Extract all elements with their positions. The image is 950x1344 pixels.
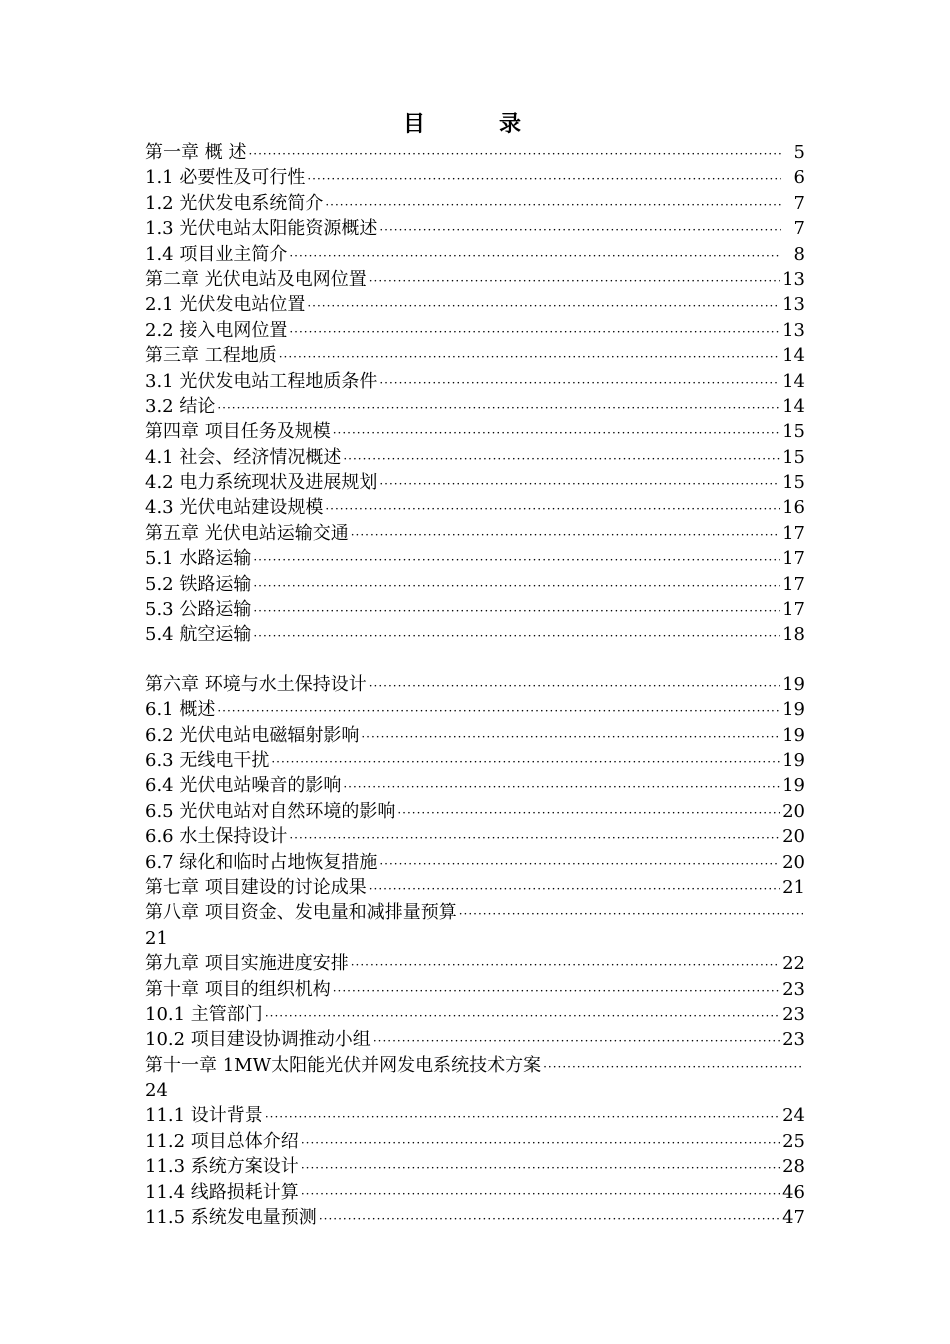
toc-leader-dots (253, 599, 780, 622)
toc-entry-label: 5.1 水路运输 (145, 548, 252, 570)
toc-entry-2[interactable] (145, 267, 805, 292)
toc-entry-label: 第一章 概 述 (145, 142, 247, 163)
toc-leader-dots (379, 472, 780, 495)
toc-entry-page: 6 (793, 167, 805, 189)
toc-entry-page: 21 (782, 876, 805, 898)
toc-entry-label: 5.3 公路运输 (145, 599, 252, 621)
toc-title: 目 录 (402, 112, 547, 137)
toc-entry-label: 第七章 项目建设的讨论成果 (145, 876, 367, 898)
toc-entry-label: 6.5 光伏电站对自然环境的影响 (145, 800, 396, 822)
toc-leader-dots (265, 1004, 780, 1027)
toc-entry-page: 18 (782, 624, 805, 646)
toc-entry-page: 19 (782, 673, 805, 695)
toc-entry-label: 第五章 光伏电站运输交通 (145, 522, 349, 544)
toc-entry-page: 5 (793, 142, 805, 163)
toc-entry-page: 13 (782, 268, 805, 290)
toc-leader-dots (217, 699, 780, 722)
toc-entry-page: 25 (782, 1130, 805, 1152)
toc-entry-10[interactable] (145, 977, 805, 1002)
toc-entry-page: 19 (782, 724, 805, 746)
toc-entry-label: 第十一章 1MW太阳能光伏并网发电系统技术方案 (145, 1054, 542, 1076)
toc-entry-label: 11.3 系统方案设计 (145, 1156, 299, 1178)
toc-entry-page: 20 (782, 851, 805, 873)
toc-entry-label: 第十章 项目的组织机构 (145, 978, 331, 1000)
toc-entry-page: 8 (793, 243, 805, 265)
toc-entry-label: 4.1 社会、经济情况概述 (145, 446, 342, 468)
toc-leader-dots (301, 1156, 780, 1179)
toc-leader-dots (373, 1029, 780, 1052)
toc-entry-page: 20 (782, 800, 805, 822)
toc-leader-dots (217, 396, 780, 419)
toc-entry-5-3[interactable] (145, 597, 805, 622)
toc-entry-label: 11.2 项目总体介绍 (145, 1130, 299, 1152)
toc-entry-4-1[interactable] (145, 445, 805, 470)
toc-entry-label: 第二章 光伏电站及电网位置 (145, 268, 367, 290)
toc-entry-1-1[interactable] (145, 165, 805, 190)
toc-entry-2-2[interactable] (145, 318, 805, 343)
toc-entry-11[interactable] (145, 1053, 805, 1104)
toc-entry-label: 1.2 光伏发电系统简介 (145, 192, 324, 214)
toc-entry-label: 4.3 光伏电站建设规模 (145, 497, 324, 519)
toc-entry-page: 19 (782, 775, 805, 797)
toc-entry-label: 11.4 线路损耗计算 (145, 1181, 299, 1203)
toc-entry-page: 23 (782, 1003, 805, 1025)
toc-entry-page: 16 (782, 497, 805, 519)
toc-leader-dots (333, 421, 780, 444)
toc-entry-6-4[interactable] (145, 773, 805, 798)
toc-entry-page: 15 (782, 421, 805, 443)
toc-entry-page: 46 (782, 1181, 805, 1203)
toc-entry-page: 17 (782, 599, 805, 621)
toc-leader-dots (271, 750, 780, 773)
toc-entry-7[interactable] (145, 875, 805, 900)
toc-leader-dots (397, 801, 780, 824)
toc-entry-page: 20 (782, 826, 805, 848)
toc-entry-1[interactable] (145, 140, 805, 165)
toc-entry-label: 第三章 工程地质 (145, 345, 277, 367)
toc-leader-dots (351, 953, 780, 976)
toc-leader-dots (253, 574, 780, 597)
toc-entry-11-4[interactable] (145, 1180, 805, 1205)
toc-entry-page: 23 (782, 1029, 805, 1051)
toc-leader-dots (289, 244, 781, 267)
toc-entry-page: 15 (782, 472, 805, 494)
toc-leader-dots (265, 1105, 780, 1128)
toc-entry-label: 第四章 项目任务及规模 (145, 421, 331, 443)
toc-entry-label: 2.1 光伏发电站位置 (145, 294, 306, 316)
toc-entry-8[interactable] (145, 900, 805, 951)
toc-entry-page: 13 (782, 294, 805, 316)
toc-entry-page: 17 (782, 548, 805, 570)
toc-entry-page: 7 (793, 192, 805, 214)
toc-leader-dots (253, 548, 780, 571)
toc-leader-dots (369, 269, 780, 292)
toc-entry-label: 1.4 项目业主简介 (145, 243, 288, 265)
toc-entry-page: 14 (782, 395, 805, 417)
toc-entry-6-6[interactable] (145, 824, 805, 849)
toc-entry-page: 22 (782, 953, 805, 975)
toc-entry-label: 3.2 结论 (145, 395, 216, 417)
toc-entry-page: 19 (782, 699, 805, 721)
toc-leader-dots (343, 447, 780, 470)
toc-entry-5-1[interactable] (145, 546, 805, 571)
toc-entry-label: 1.3 光伏电站太阳能资源概述 (145, 218, 378, 240)
toc-entry-6-1[interactable] (145, 697, 805, 722)
toc-entry-page: 17 (782, 573, 805, 595)
toc-leader-dots (248, 142, 781, 165)
toc-leader-dots (543, 1055, 803, 1078)
toc-leader-dots (343, 775, 780, 798)
toc-entry-4[interactable] (145, 419, 805, 444)
toc-entry-label: 第六章 环境与水土保持设计 (145, 673, 367, 695)
toc-entry-label: 10.2 项目建设协调推动小组 (145, 1029, 371, 1051)
toc-entry-page: 28 (782, 1156, 805, 1178)
toc-leader-dots (351, 523, 780, 546)
toc-entry-label: 11.1 设计背景 (145, 1105, 263, 1127)
toc-leader-dots (333, 979, 780, 1002)
toc-entry-page: 14 (782, 345, 805, 367)
toc-leader-dots (379, 218, 781, 241)
toc-leader-dots (379, 852, 780, 875)
toc-entry-4-3[interactable] (145, 495, 805, 520)
toc-entry-label: 10.1 主管部门 (145, 1003, 263, 1025)
toc-entry-3-2[interactable] (145, 394, 805, 419)
toc-entry-6-7[interactable] (145, 850, 805, 875)
toc-entry-label: 5.4 航空运输 (145, 624, 252, 646)
toc-entry-label: 6.1 概述 (145, 699, 216, 721)
toc-entry-11-1[interactable] (145, 1103, 805, 1128)
toc-entry-label: 第八章 项目资金、发电量和减排量预算 (145, 902, 457, 924)
toc-leader-dots (289, 826, 780, 849)
toc-entry-6[interactable] (145, 672, 805, 697)
toc-entry-label: 6.3 无线电干扰 (145, 749, 270, 771)
toc-entry-9[interactable] (145, 951, 805, 976)
toc-entry-label: 6.6 水土保持设计 (145, 826, 288, 848)
toc-entry-6-5[interactable] (145, 799, 805, 824)
toc-entry-11-3[interactable] (145, 1154, 805, 1179)
toc-entry-page: 15 (782, 446, 805, 468)
toc-entry-label: 6.2 光伏电站电磁辐射影响 (145, 724, 360, 746)
toc-entry-page: 19 (782, 749, 805, 771)
toc-entry-10-1[interactable] (145, 1002, 805, 1027)
toc-entry-1-2[interactable] (145, 191, 805, 216)
toc-entry-page: 7 (793, 218, 805, 240)
toc-leader-dots (307, 294, 780, 317)
toc-leader-dots (319, 1207, 780, 1230)
toc-list (145, 140, 805, 1230)
toc-leader-dots (307, 167, 781, 190)
section-gap (145, 648, 805, 672)
toc-leader-dots (325, 497, 780, 520)
toc-entry-label: 第九章 项目实施进度安排 (145, 953, 349, 975)
toc-leader-dots (369, 674, 780, 697)
toc-leader-dots (361, 725, 780, 748)
toc-entry-5[interactable] (145, 521, 805, 546)
toc-entry-1-4[interactable] (145, 242, 805, 267)
toc-entry-5-4[interactable] (145, 622, 805, 647)
toc-entry-label: 11.5 系统发电量预测 (145, 1207, 317, 1229)
toc-entry-label: 5.2 铁路运输 (145, 573, 252, 595)
toc-leader-dots (301, 1182, 780, 1205)
toc-entry-6-2[interactable] (145, 723, 805, 748)
toc-entry-3[interactable] (145, 343, 805, 368)
toc-leader-dots (459, 902, 803, 925)
toc-entry-10-2[interactable] (145, 1027, 805, 1052)
toc-entry-page: 17 (782, 522, 805, 544)
toc-entry-label: 4.2 电力系统现状及进展规划 (145, 472, 378, 494)
toc-entry-label: 2.2 接入电网位置 (145, 319, 288, 341)
toc-entry-label: 3.1 光伏发电站工程地质条件 (145, 370, 378, 392)
toc-entry-label: 6.4 光伏电站噪音的影响 (145, 775, 342, 797)
toc-entry-3-1[interactable] (145, 369, 805, 394)
toc-entry-page: 21 (145, 927, 168, 949)
toc-entry-4-2[interactable] (145, 470, 805, 495)
toc-entry-2-1[interactable] (145, 292, 805, 317)
toc-entry-label: 6.7 绿化和临时占地恢复措施 (145, 851, 378, 873)
toc-leader-dots (279, 345, 780, 368)
toc-entry-1-3[interactable] (145, 216, 805, 241)
toc-entry-page: 13 (782, 319, 805, 341)
toc-leader-dots (253, 624, 780, 647)
toc-entry-page: 24 (145, 1080, 168, 1102)
toc-entry-page: 24 (782, 1105, 805, 1127)
toc-entry-page: 23 (782, 978, 805, 1000)
toc-entry-page: 14 (782, 370, 805, 392)
toc-leader-dots (301, 1131, 780, 1154)
toc-leader-dots (379, 371, 780, 394)
toc-leader-dots (369, 877, 780, 900)
toc-entry-6-3[interactable] (145, 748, 805, 773)
toc-entry-11-5[interactable] (145, 1205, 805, 1230)
toc-leader-dots (325, 193, 781, 216)
toc-entry-label: 1.1 必要性及可行性 (145, 167, 306, 189)
toc-entry-11-2[interactable] (145, 1129, 805, 1154)
toc-entry-5-2[interactable] (145, 572, 805, 597)
toc-leader-dots (289, 320, 780, 343)
toc-entry-page: 47 (782, 1207, 805, 1229)
